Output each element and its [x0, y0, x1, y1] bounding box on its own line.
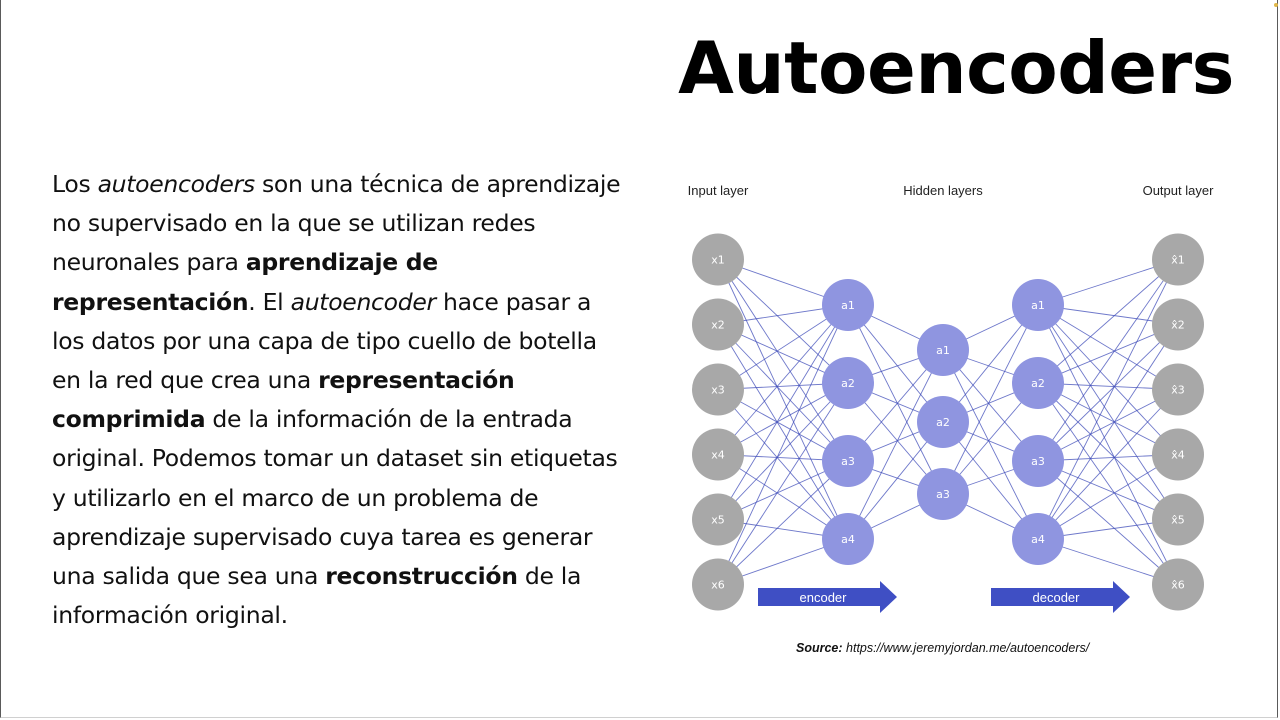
node-label: x̂5 [1171, 513, 1185, 527]
corner-dot [1274, 3, 1278, 7]
node-label: a1 [936, 344, 950, 357]
node-label: a2 [1031, 377, 1045, 390]
paragraph-segment: aprendizaje de representación [52, 248, 438, 316]
node-label: x2 [711, 318, 725, 332]
decoder-arrow-label: decoder [1032, 590, 1080, 605]
paragraph-segment: representación comprimida [52, 366, 515, 434]
diagram-nodes [692, 234, 1204, 611]
node-label: a4 [1031, 533, 1045, 546]
paragraph-segment: . El [248, 287, 291, 316]
source-label: Source: [796, 641, 843, 655]
node-label: x̂1 [1171, 253, 1185, 267]
paragraph-segment: de la información de la entrada original. Podemos tomar un dataset sin etiquetas y utilizarlo en el marco de un problema de aprendizaje supervisado cuya tarea es generar una salida que sea una [52, 405, 618, 591]
source-citation [796, 641, 1089, 655]
source-url: https://www.jeremyjordan.me/autoencoders/ [846, 641, 1090, 655]
paragraph-segment: autoencoders [97, 170, 255, 198]
node-label: x1 [711, 253, 725, 267]
input-layer-label: Input layer [687, 183, 749, 198]
node-label: x6 [711, 578, 725, 592]
node-label: x3 [711, 383, 725, 397]
body-paragraph [52, 165, 622, 635]
paragraph-segment: de la información original. [52, 562, 582, 630]
paragraph-segment: Los [52, 170, 98, 198]
node-label: a2 [936, 416, 950, 429]
slide-title: Autoencoders [678, 26, 1234, 110]
encoder-arrow [758, 581, 897, 613]
node-label: a4 [841, 533, 855, 546]
node-label: a3 [841, 455, 855, 468]
node-label: a2 [841, 377, 855, 390]
node-label: x̂3 [1171, 383, 1185, 397]
paragraph-segment: son una técnica de aprendizaje no supervisado en la que se utilizan redes neuronales para [52, 170, 621, 277]
output-layer-label: Output layer [1142, 183, 1214, 198]
node-label: x̂2 [1171, 318, 1185, 332]
paragraph-segment: hace pasar a los datos por una capa de tipo cuello de botella en la red que crea una [52, 287, 597, 395]
node-label: a1 [1031, 299, 1045, 312]
decoder-arrow [991, 581, 1130, 613]
encoder-arrow-label: encoder [799, 590, 847, 605]
node-label: x5 [711, 513, 725, 527]
node-label: a3 [936, 488, 950, 501]
node-label: a3 [1031, 455, 1045, 468]
node-label: x̂4 [1171, 448, 1185, 462]
paragraph-segment: autoencoder [290, 287, 436, 316]
node-label: x4 [711, 448, 725, 462]
hidden-layers-label: Hidden layers [903, 183, 983, 198]
node-label: x̂6 [1171, 578, 1185, 592]
paragraph-segment: reconstrucción [325, 562, 518, 591]
autoencoder-diagram [660, 160, 1260, 630]
node-label: a1 [841, 299, 855, 312]
